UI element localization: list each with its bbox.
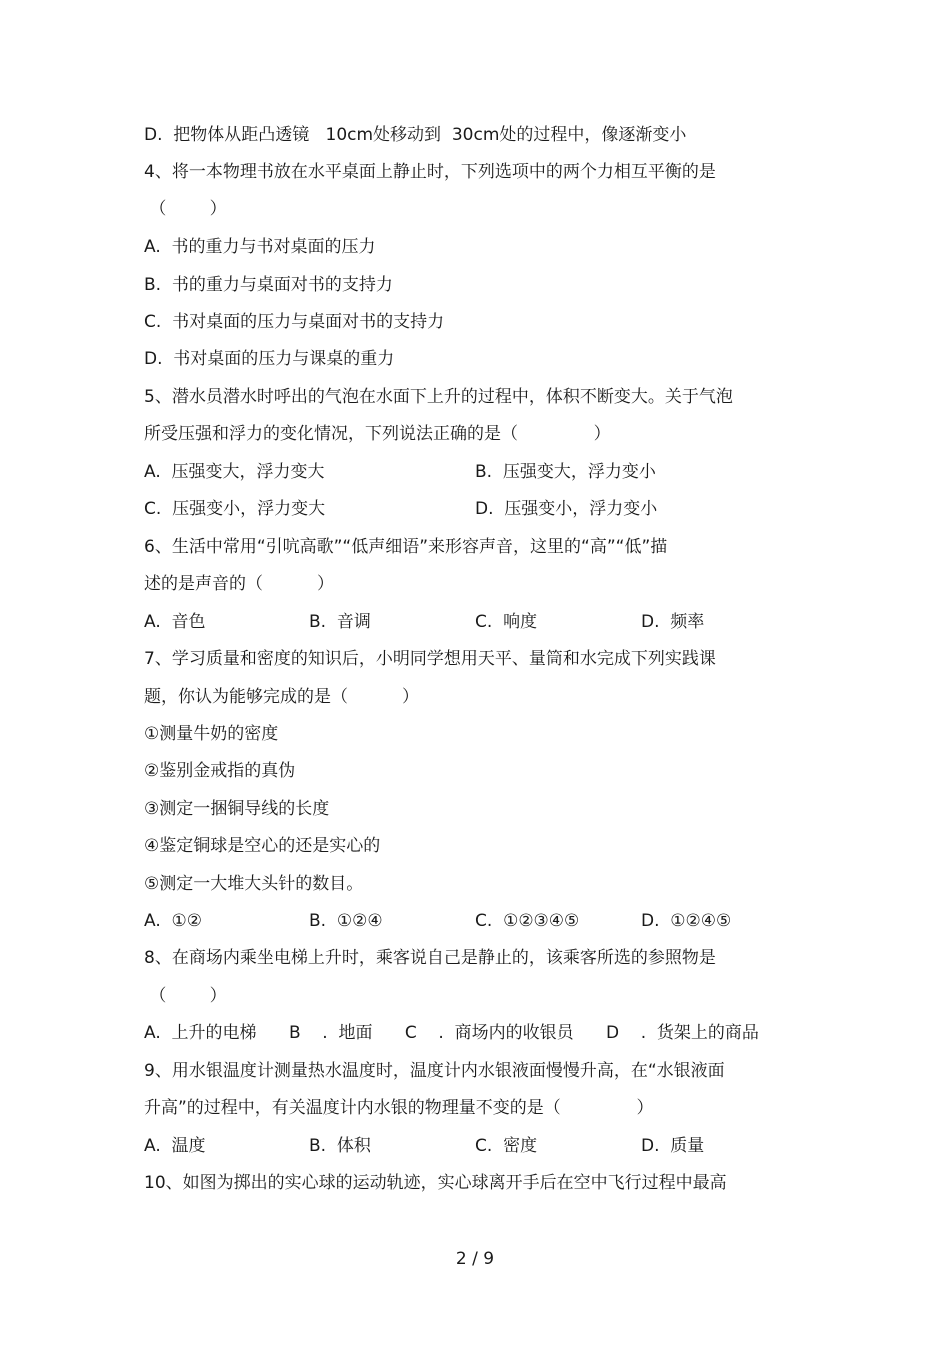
q6-option-d: D. 频率 — [641, 612, 705, 632]
q7-option-b: B. ①②④ — [309, 911, 383, 931]
q5-option-c: C. 压强变小，浮力变大 — [144, 499, 326, 519]
q7-option-c: C. ①②③④⑤ — [475, 911, 580, 931]
q9-option-c: C. 密度 — [475, 1136, 538, 1156]
q9-option-b: B. 体积 — [309, 1136, 371, 1156]
q7-item-4: ④鉴定铜球是空心的还是实心的 — [144, 836, 381, 856]
q7-stem-1: 7、学习质量和密度的知识后，小明同学想用天平、量筒和水完成下列实践课 — [144, 649, 716, 669]
q8-blank: （ ） — [144, 986, 227, 1006]
q6-option-b: B. 音调 — [309, 612, 371, 632]
q8-options: A. 上升的电梯 B . 地面 C . 商场内的收银员 D . 货架上的商品 — [144, 1023, 759, 1043]
q5-stem-2: 所受压强和浮力的变化情况，下列说法正确的是（ ） — [144, 424, 611, 444]
q4-blank: （ ） — [144, 199, 227, 219]
q7-item-2: ②鉴别金戒指的真伪 — [144, 761, 296, 781]
q9-option-d: D. 质量 — [641, 1136, 705, 1156]
q4-option-b: B. 书的重力与桌面对书的支持力 — [144, 275, 393, 295]
q6-option-c: C. 响度 — [475, 612, 538, 632]
q7-option-a: A. ①② — [144, 911, 203, 931]
q7-option-d: D. ①②④⑤ — [641, 911, 732, 931]
q5-option-a: A. 压强变大，浮力变大 — [144, 462, 325, 482]
q8-stem: 8、在商场内乘坐电梯上升时，乘客说自己是静止的，该乘客所选的参照物是 — [144, 948, 716, 968]
q7-item-1: ①测量牛奶的密度 — [144, 724, 279, 744]
q6-option-a: A. 音色 — [144, 612, 206, 632]
q5-option-b: B. 压强变大，浮力变小 — [475, 462, 656, 482]
q6-stem-2: 述的是声音的（ ） — [144, 574, 335, 594]
q10-stem: 10、如图为掷出的实心球的运动轨迹，实心球离开手后在空中飞行过程中最高 — [144, 1173, 727, 1193]
q4-stem: 4、将一本物理书放在水平桌面上静止时，下列选项中的两个力相互平衡的是 — [144, 162, 716, 182]
q9-stem-2: 升高”的过程中，有关温度计内水银的物理量不变的是（ ） — [144, 1098, 654, 1118]
q4-option-c: C. 书对桌面的压力与桌面对书的支持力 — [144, 312, 445, 332]
q7-stem-2: 题，你认为能够完成的是（ ） — [144, 687, 420, 707]
q5-option-d: D. 压强变小，浮力变小 — [475, 499, 658, 519]
page-number: 2 / 9 — [455, 1249, 495, 1269]
q3-option-d: D. 把物体从距凸透镜 10cm处移动到 30cm处的过程中，像逐渐变小 — [144, 125, 687, 145]
q4-option-a: A. 书的重力与书对桌面的压力 — [144, 237, 376, 257]
q7-item-5: ⑤测定一大堆大头针的数目。 — [144, 874, 364, 894]
q9-stem-1: 9、用水银温度计测量热水温度时，温度计内水银液面慢慢升高，在“水银液面 — [144, 1061, 725, 1081]
q7-item-3: ③测定一捆铜导线的长度 — [144, 799, 330, 819]
q9-option-a: A. 温度 — [144, 1136, 206, 1156]
q6-stem-1: 6、生活中常用“引吭高歌”“低声细语”来形容声音，这里的“高”“低”描 — [144, 537, 668, 557]
q5-stem-1: 5、潜水员潜水时呼出的气泡在水面下上升的过程中，体积不断变大。关于气泡 — [144, 387, 733, 407]
q4-option-d: D. 书对桌面的压力与课桌的重力 — [144, 349, 395, 369]
